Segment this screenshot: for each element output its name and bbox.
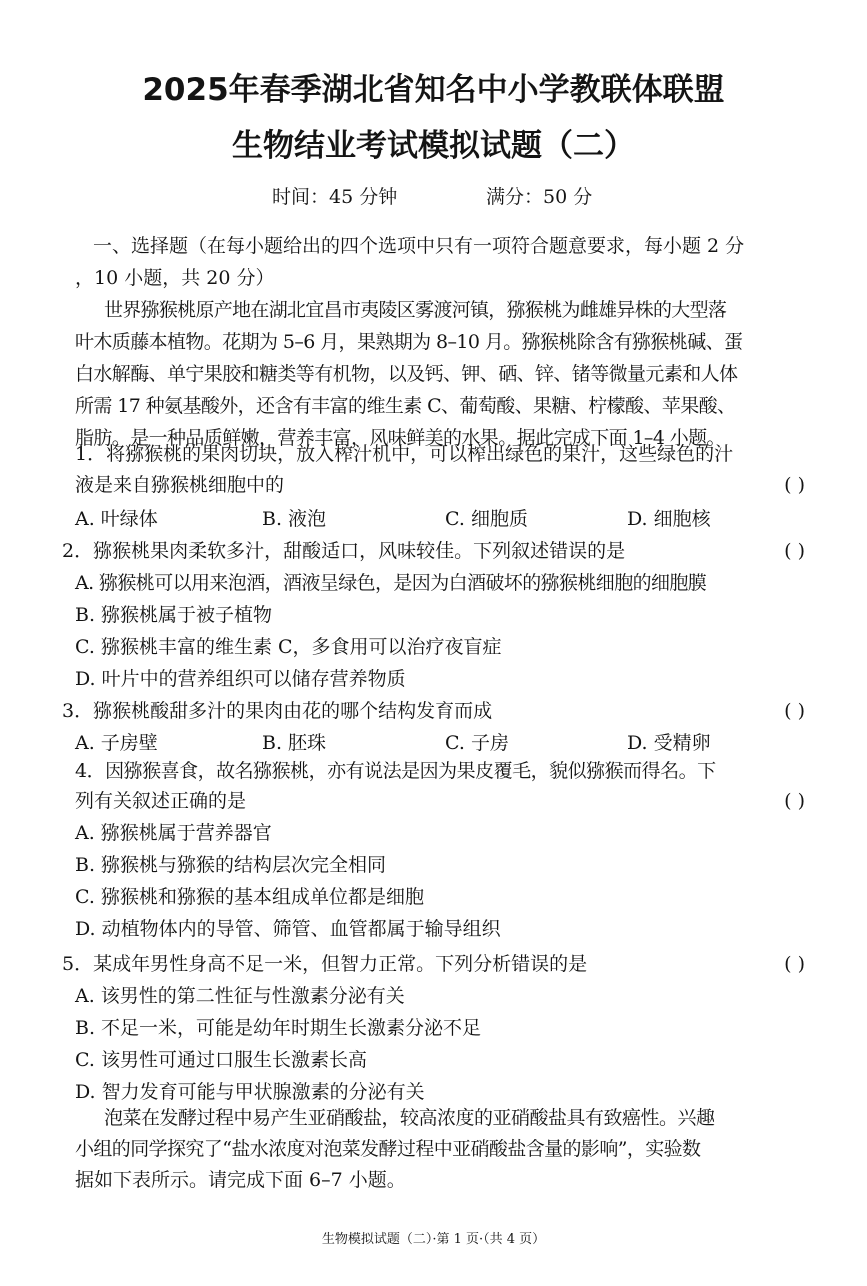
q5-stem: 5．某成年男性身高不足一米，但智力正常。下列分析错误的是 — [62, 953, 588, 975]
q5-option-c[interactable]: C. 该男性可通过口服生长激素长高 — [75, 1049, 367, 1071]
q4-stem-line2: 列有关叙述正确的是 — [75, 790, 247, 812]
q1-option-d[interactable]: D. 细胞核 — [627, 508, 711, 530]
passage1-line4: 所需 17 种氨基酸外，还含有丰富的维生素 C、葡萄酸、果糖、柠檬酸、苹果酸、 — [75, 395, 736, 417]
q2-option-d[interactable]: D. 叶片中的营养组织可以储存营养物质 — [75, 668, 406, 690]
passage1-line5: 脂肪。是一种品质鲜嫩，营养丰富，风味鲜美的水果。据此完成下面 1–4 小题。 — [75, 427, 725, 449]
q4-option-b[interactable]: B. 猕猴桃与猕猴的结构层次完全相同 — [75, 854, 387, 876]
exam-score: 满分：50 分 — [486, 186, 593, 208]
q2-option-c[interactable]: C. 猕猴桃丰富的维生素 C，多食用可以治疗夜盲症 — [75, 636, 502, 658]
q1-option-b[interactable]: B. 液泡 — [262, 508, 327, 530]
q3-option-c[interactable]: C. 子房 — [445, 732, 509, 754]
q1-option-a[interactable]: A. 叶绿体 — [75, 508, 158, 530]
passage1-line1: 世界猕猴桃原产地在湖北宜昌市夷陵区雾渡河镇，猕猴桃为雌雄异株的大型落 — [104, 299, 727, 321]
section-heading-line1: 一、选择题（在每小题给出的四个选项中只有一项符合题意要求，每小题 2 分 — [93, 235, 745, 257]
passage2-line3: 据如下表所示。请完成下面 6–7 小题。 — [75, 1169, 406, 1191]
q4-stem-line1: 4．因猕猴喜食，故名猕猴桃，亦有说法是因为果皮覆毛，貌似猕猴而得名。下 — [75, 760, 716, 782]
q3-option-d[interactable]: D. 受精卵 — [627, 732, 711, 754]
section-heading-line2: ，10 小题，共 20 分） — [75, 267, 275, 289]
q2-stem: 2．猕猴桃果肉柔软多汁，甜酸适口，风味较佳。下列叙述错误的是 — [62, 540, 626, 562]
q1-option-c[interactable]: C. 细胞质 — [445, 508, 528, 530]
passage2-line1: 泡菜在发酵过程中易产生亚硝酸盐，较高浓度的亚硝酸盐具有致癌性。兴趣 — [104, 1107, 715, 1129]
q2-option-a[interactable]: A. 猕猴桃可以用来泡酒，酒液呈绿色，是因为白酒破坏的猕猴桃细胞的细胞膜 — [75, 572, 707, 594]
q4-option-c[interactable]: C. 猕猴桃和猕猴的基本组成单位都是细胞 — [75, 886, 424, 908]
exam-title-line2: 生物结业考试模拟试题（二） — [232, 128, 635, 164]
exam-title-line1: 2025年春季湖北省知名中小学教联体联盟 — [142, 72, 725, 108]
q5-option-d[interactable]: D. 智力发育可能与甲状腺激素的分泌有关 — [75, 1081, 425, 1103]
q5-option-b[interactable]: B. 不足一米，可能是幼年时期生长激素分泌不足 — [75, 1017, 482, 1039]
q4-option-d[interactable]: D. 动植物体内的导管、筛管、血管都属于输导组织 — [75, 918, 501, 940]
q3-option-b[interactable]: B. 胚珠 — [262, 732, 327, 754]
q2-option-b[interactable]: B. 猕猴桃属于被子植物 — [75, 604, 273, 626]
passage2-line2: 小组的同学探究了“盐水浓度对泡菜发酵过程中亚硝酸盐含量的影响”，实验数 — [75, 1138, 701, 1160]
q3-answer-bracket: ( ) — [784, 700, 805, 722]
q1-stem-line1: 1．将猕猴桃的果肉切块，放入榨汁机中，可以榨出绿色的果汁，这些绿色的汁 — [75, 443, 734, 465]
q1-stem-line2: 液是来自猕猴桃细胞中的 — [75, 474, 285, 496]
passage1-line3: 白水解酶、单宁果胶和糖类等有机物，以及钙、钾、硒、锌、锗等微量元素和人体 — [75, 363, 738, 385]
q4-option-a[interactable]: A. 猕猴桃属于营养器官 — [75, 822, 272, 844]
q3-stem: 3．猕猴桃酸甜多汁的果肉由花的哪个结构发育而成 — [62, 700, 493, 722]
q2-answer-bracket: ( ) — [784, 540, 805, 562]
passage1-line2: 叶木质藤本植物。花期为 5–6 月，果熟期为 8–10 月。猕猴桃除含有猕猴桃碱、蛋 — [75, 331, 743, 353]
q5-option-a[interactable]: A. 该男性的第二性征与性激素分泌有关 — [75, 985, 405, 1007]
q5-answer-bracket: ( ) — [784, 953, 805, 975]
q4-answer-bracket: ( ) — [784, 790, 805, 812]
q3-option-a[interactable]: A. 子房壁 — [75, 732, 158, 754]
page-footer: 生物模拟试题（二）·第 1 页·（共 4 页） — [321, 1232, 546, 1247]
exam-time: 时间：45 分钟 — [272, 186, 398, 208]
q1-answer-bracket: ( ) — [784, 474, 805, 496]
